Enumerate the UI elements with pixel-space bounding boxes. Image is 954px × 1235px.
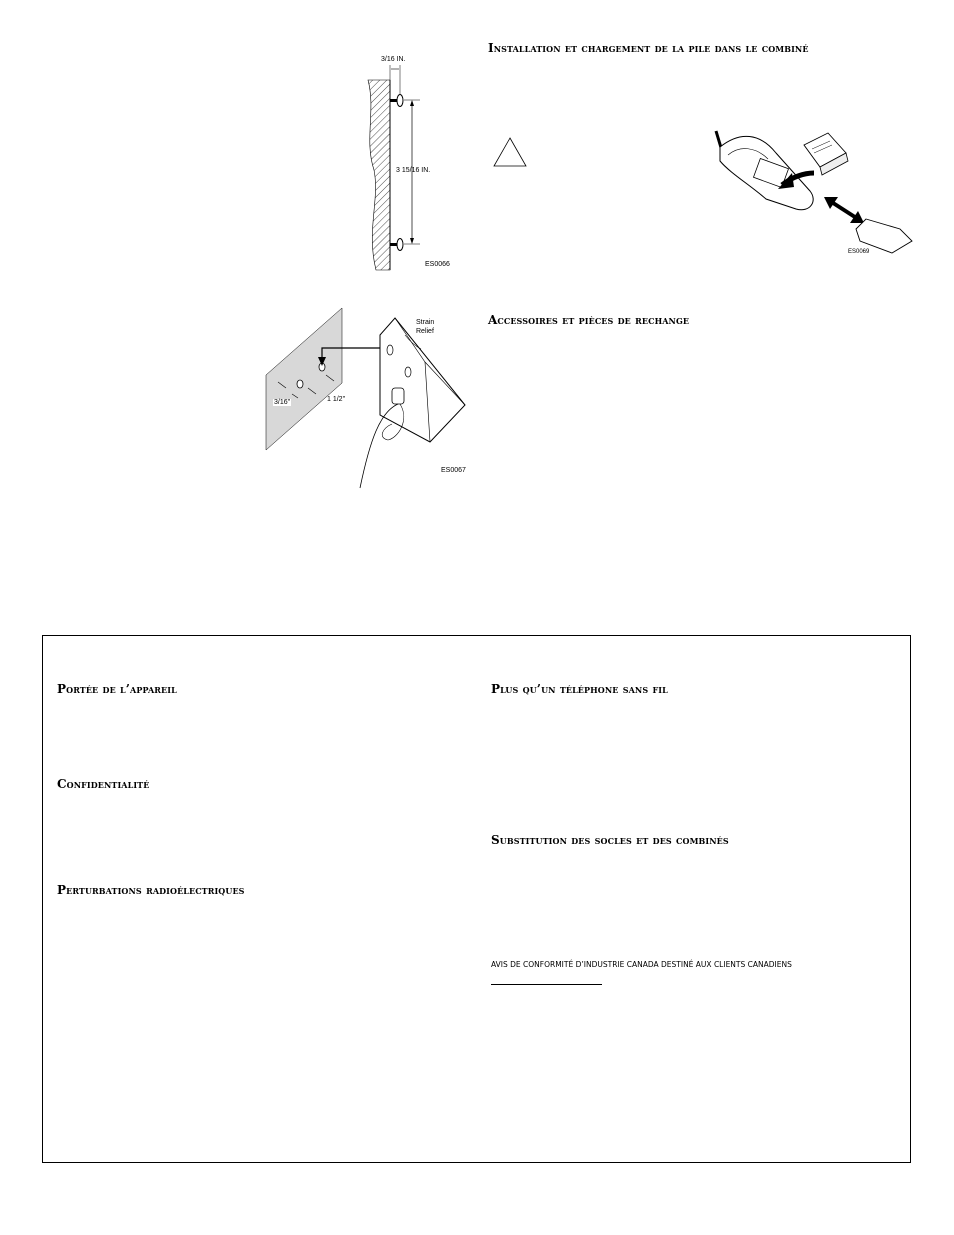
- notice-underline: [491, 984, 602, 985]
- accessories-heading: Accessoires et pièces de rechange: [488, 313, 690, 327]
- relief-label: Relief: [416, 328, 434, 335]
- wall-dim-span-label: 3 15/16 IN.: [396, 167, 431, 174]
- info-box: [42, 635, 911, 1163]
- warning-triangle-icon: [492, 136, 528, 168]
- mount-figure-code: ES0067: [441, 467, 466, 474]
- wall-mount-figure: [260, 300, 470, 500]
- range-heading: Portée de l’appareil: [57, 682, 177, 696]
- interference-heading: Perturbations radioélectriques: [57, 883, 245, 897]
- mount-dim-b-label: 1 1/2": [327, 396, 346, 403]
- battery-installation-figure: [680, 125, 920, 255]
- privacy-heading: Confidentialité: [57, 777, 150, 791]
- more-than-phone-heading: Plus qu’un téléphone sans fil: [491, 682, 668, 696]
- wall-dim-top-label: 3/16 IN.: [381, 56, 406, 63]
- battery-heading: Installation et chargement de la pile dans le combiné: [488, 41, 809, 55]
- substitution-heading: Substitution des socles et des combinés: [491, 833, 729, 847]
- strain-label: Strain: [416, 319, 435, 326]
- mount-dim-a-label: 3/16": [274, 399, 291, 406]
- battery-figure-code: ES0069: [848, 249, 870, 255]
- wall-dimension-figure: [360, 50, 480, 280]
- wall-figure-code: ES0066: [425, 261, 450, 268]
- industry-canada-notice: AVIS DE CONFORMITÉ D’INDUSTRIE CANADA DESTINÉ AUX CLIENTS CANADIENS: [491, 960, 792, 969]
